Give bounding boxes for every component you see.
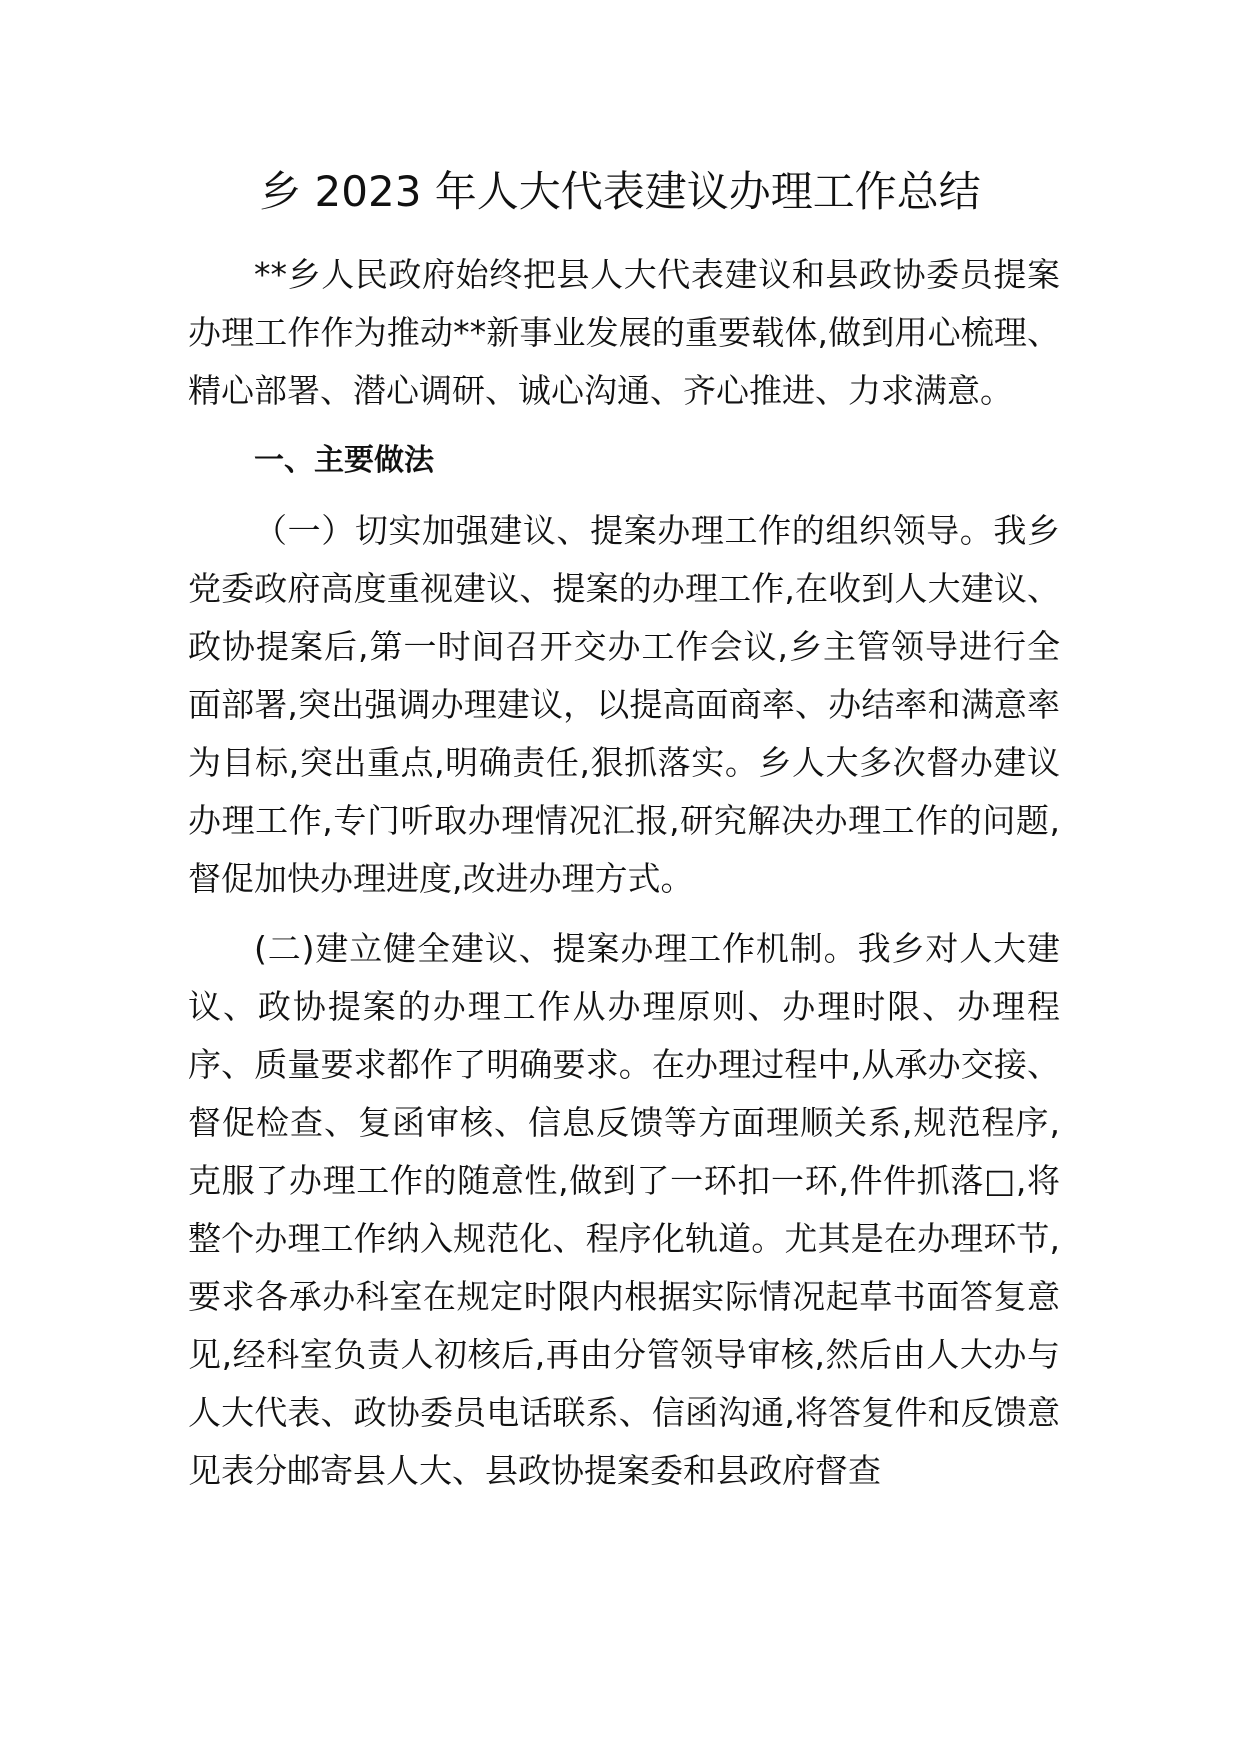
paragraph-work-mechanism: (二)建立健全建议、提案办理工作机制。我乡对人大建议、政协提案的办理工作从办理原则、办理时限、办理程序、质量要求都作了明确要求。在办理过程中,从承办交接、督促检查、复函审核、信息反馈等方面理顺关系,规范程序,克服了办理工作的随意性,做到了一环扣一环,件件抓落□,将整个办理工作纳入规范化、程序化轨道。尤其是在办理环节,要求各承办科室在规定时限内根据实际情况起草书面答复意见,经科室负责人初核后,再由分管领导审核,然后由人大办与人大代表、政协委员电话联系、信函沟通,将答复件和反馈意见表分邮寄县人大、县政协提案委和县政府督查 [188,929,1060,1490]
intro-paragraph: **乡人民政府始终把县人大代表建议和县政协委员提案办理工作作为推动**新事业发展的重要载体,做到用心梳理、精心部署、潜心调研、诚心沟通、齐心推进、力求满意。 [188,255,1060,410]
section-heading-main-practices: 一、主要做法 [254,443,434,478]
paragraph-organization-leadership: （一）切实加强建议、提案办理工作的组织领导。我乡党委政府高度重视建议、提案的办理工作,在收到人大建议、政协提案后,第一时间召开交办工作会议,乡主管领导进行全面部署,突出强调办理建议，以提高面商率、办结率和满意率为目标,突出重点,明确责任,狠抓落实。乡人大多次督办建议办理工作,专门听取办理情况汇报,研究解决办理工作的问题,督促加快办理进度,改进办理方式。 [188,511,1060,898]
document-body [188,246,1060,1500]
document-title: 乡 2023 年人大代表建议办理工作总结 [259,167,981,216]
